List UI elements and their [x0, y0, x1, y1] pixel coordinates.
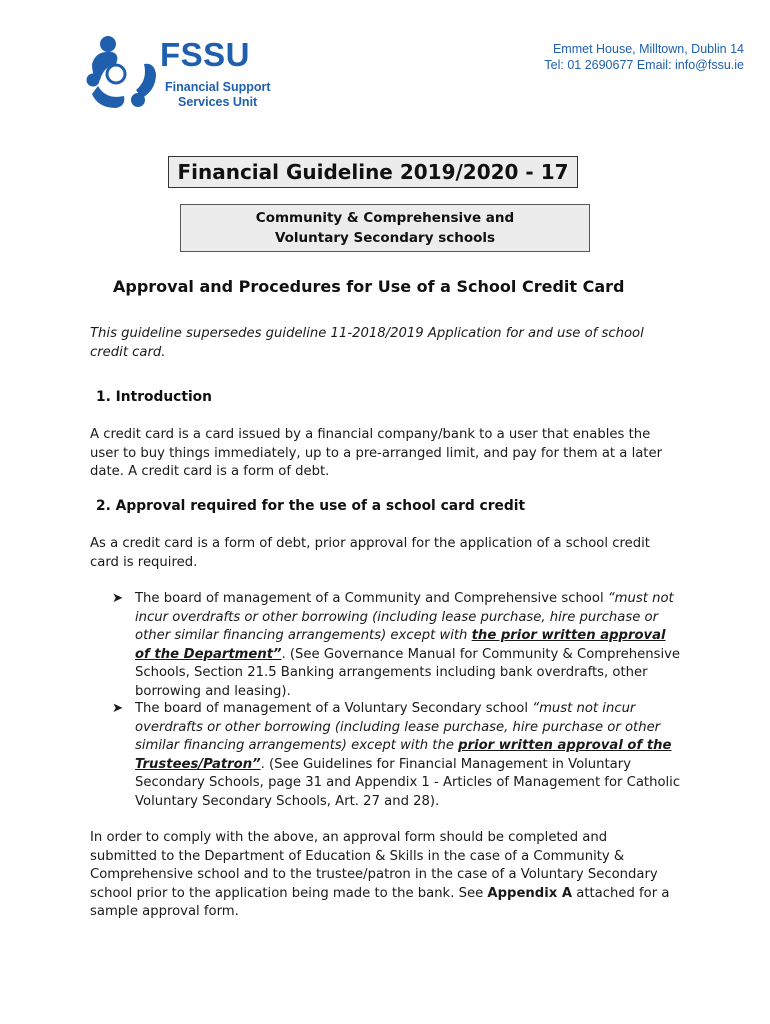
bullet-2-reference: . (See Guidelines for Financial Management in Voluntary Secondary Schools, page 31 and Appendix 1 - Articles of Management for Catholic Voluntary Secondary Schools, Art. 27 and 28).	[135, 756, 681, 809]
fssu-logo	[86, 34, 271, 112]
bullet-community-schools	[112, 590, 682, 701]
contact-details: Tel: 01 2690677 Email: info@fssu.ie	[544, 58, 744, 72]
bullet-1-quote: “must not incur overdrafts or other borrowing (including lease purchase, hire purchase or other similar financing arrangements) except with	[135, 591, 674, 643]
bullet-1-emphasis: the prior written approval of the Department”	[135, 628, 666, 662]
closing-paragraph	[90, 829, 670, 922]
bullet-2-emphasis: prior written approval of the Trustees/Patron”	[135, 738, 672, 772]
bullet-2-quote: “must not incur overdrafts or other borrowing (including lease purchase, hire purchase or other similar financing arrangements) except with the	[135, 701, 661, 753]
logo-wordmark: FSSU	[160, 36, 251, 73]
bullet-1-reference: . (See Governance Manual for Community & Comprehensive Schools, Section 21.5 Banking arrangements including bank overdrafts, other borrowing and leasing).	[135, 646, 681, 699]
arrow-bullet-icon: ➤	[112, 701, 124, 716]
school-type-box	[180, 204, 590, 252]
bullet-2-intro: The board of management of a Voluntary Secondary school	[135, 701, 533, 716]
logo-subtitle-line1: Financial Support	[165, 80, 271, 94]
section-1-body: A credit card is a card issued by a financial company/bank to a user that enables the user to buy things immediately, up to a pre-arranged limit, and pay for them at a later date. A credit card is a form of debt.	[90, 427, 663, 479]
school-type-line2: Voluntary Secondary schools	[274, 230, 496, 246]
address: Emmet House, Milltown, Dublin 14	[552, 42, 744, 56]
document-heading: Approval and Procedures for Use of a School Credit Card	[113, 277, 625, 296]
school-type-line1: Community & Comprehensive and	[255, 210, 515, 226]
supersedes-note: This guideline supersedes guideline 11-2018/2019 Application for and use of school credit card.	[90, 326, 644, 360]
arrow-bullet-icon: ➤	[112, 591, 124, 606]
section-1-heading: 1. Introduction	[96, 389, 212, 405]
section-2-heading: 2. Approval required for the use of a school card credit	[96, 498, 526, 514]
guideline-title: Financial Guideline 2019/2020 - 17	[168, 156, 578, 188]
appendix-reference: Appendix A	[487, 885, 573, 901]
closing-text: In order to comply with the above, an approval form should be completed and submitted to the Department of Education & Skills in the case of a Community & Comprehensive school and to the trustee/patron in the case of a Voluntary Secondary school prior to the application being made to the bank. See	[90, 830, 658, 901]
fssu-people-emblem-icon	[86, 34, 162, 112]
bullet-voluntary-schools	[112, 700, 682, 811]
bullet-1-intro: The board of management of a Community and Comprehensive school	[135, 591, 608, 606]
logo-subtitle-line2: Services Unit	[178, 95, 258, 109]
section-2-body: As a credit card is a form of debt, prior approval for the application of a school credit card is required.	[90, 536, 650, 570]
closing-text-end: attached for a sample approval form.	[90, 885, 670, 919]
